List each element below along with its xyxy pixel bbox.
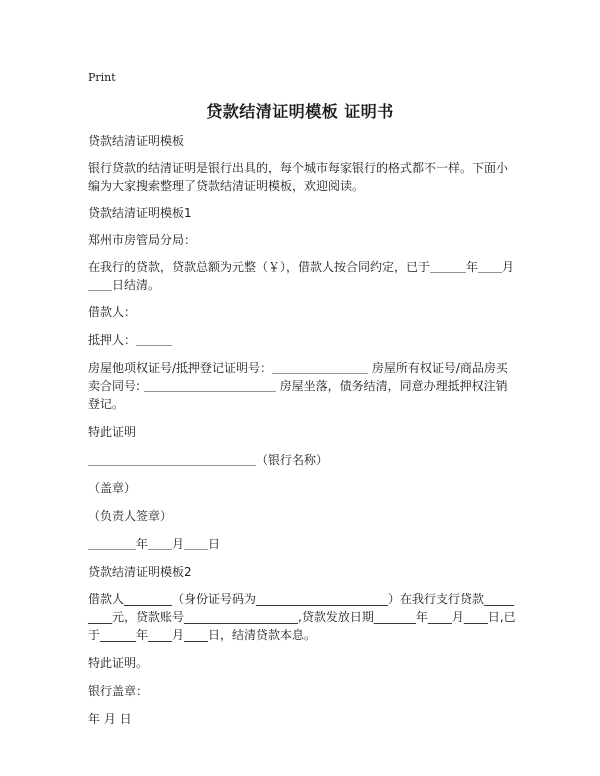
property-certificate-paragraph: 房屋他项权证号/抵押登记证明号：＿＿＿＿＿＿＿＿ 房屋所有权证号/商品房买卖合同号: ＿＿＿＿＿＿＿＿＿＿＿ 房屋坐落，债务结清，同意办理抵押权注销登记。	[88, 361, 508, 411]
document-body	[88, 132, 518, 737]
bank-seal-line: 银行盖章：	[88, 684, 149, 698]
certification-line-2: 特此证明。	[88, 656, 149, 670]
borrower-line: 借款人：	[88, 305, 137, 319]
section-heading: 贷款结清证明模板	[88, 134, 185, 148]
bank-name-line: ＿＿＿＿＿＿＿＿＿＿＿＿＿＿（银行名称）	[88, 453, 329, 467]
template-2-statement: 借款人________（身份证号码为______________________）在我行支行贷款_________元，贷款账号___________________,贷款发放日期_______年____月____日,已于______年____月____日，结清贷款本息。	[88, 592, 516, 642]
signature-line: （负责人签章）	[88, 509, 173, 523]
template-1-heading: 贷款结清证明模板1	[88, 206, 192, 220]
seal-line: （盖章）	[88, 481, 137, 495]
date-line: ＿＿＿＿年＿＿月＿＿日	[88, 537, 221, 551]
loan-statement: 在我行的贷款，贷款总额为元整（￥），借款人按合同约定，已于＿＿＿年＿＿月＿＿日结清。	[88, 260, 515, 292]
intro-paragraph: 银行贷款的结清证明是银行出具的，每个城市每家银行的格式都不一样。下面小编为大家搜索整理了贷款结清证明模板，欢迎阅读。	[88, 161, 509, 193]
mortgagor-line: 抵押人：＿＿＿	[88, 333, 173, 347]
recipient-line: 郑州市房管局分局：	[88, 233, 197, 247]
date-line-2: 年 月 日	[88, 712, 132, 726]
print-label: Print	[88, 71, 116, 84]
document-title: 贷款结清证明模板 证明书	[206, 102, 394, 121]
template-2-heading: 贷款结清证明模板2	[88, 565, 192, 579]
certification-line: 特此证明	[88, 425, 137, 439]
